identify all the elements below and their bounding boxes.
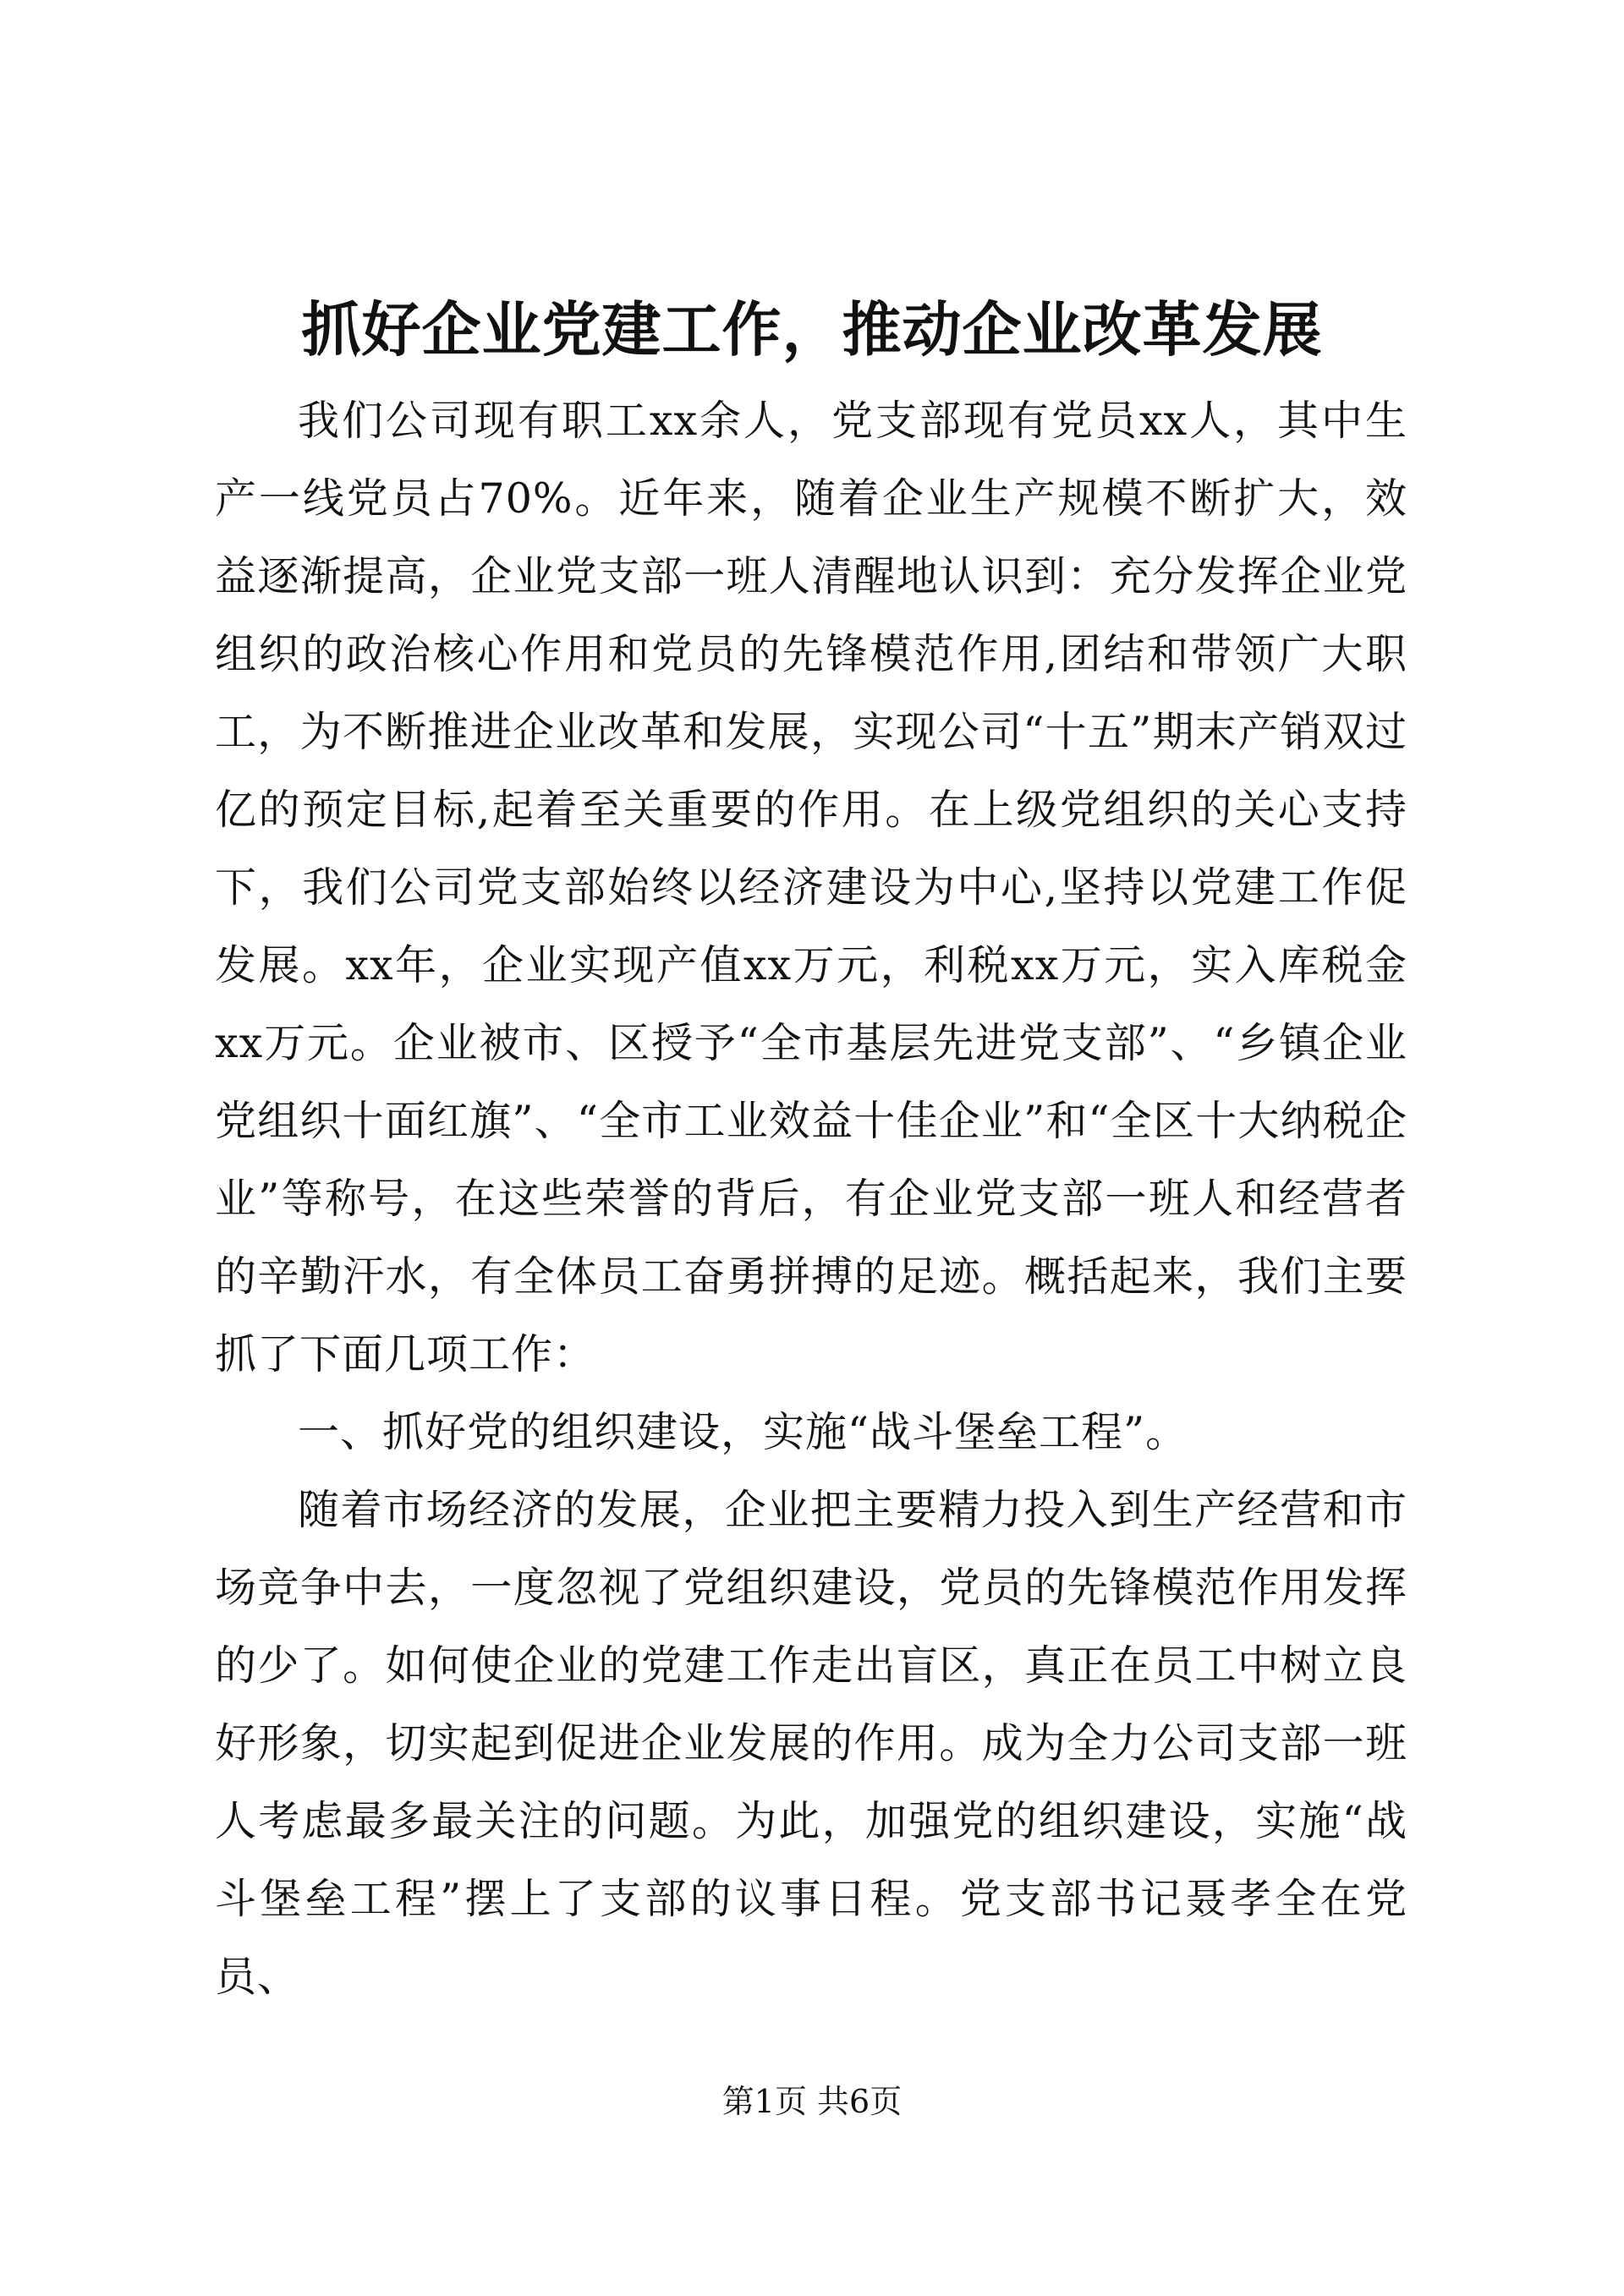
paragraph-section-body: 随着市场经济的发展，企业把主要精力投入到生产经营和市场竞争中去，一度忽视了党组织建设，党员的先锋模范作用发挥的少了。如何使企业的党建工作走出盲区，真正在员工中树立良好形象，切实起到促进企业发展的作用。成为全力公司支部一班人考虑最多最关注的问题。为此，加强党的组织建设，实施“战斗堡垒工程”摆上了支部的议事日程。党支部书记聂孝全在党员、 <box>215 1486 1407 2001</box>
page-footer <box>0 2080 1624 2123</box>
page-total: 共6页 <box>817 2083 903 2120</box>
page-number: 第1页 <box>721 2083 807 2120</box>
paragraph-intro: 我们公司现有职工xx余人，党支部现有党员xx人，其中生产一线党员占70%。近年来，随着企业生产规模不断扩大，效益逐渐提高，企业党支部一班人清醒地认识到：充分发挥企业党组织的政治核心作用和党员的先锋模范作用,团结和带领广大职工，为不断推进企业改革和发展，实现公司“十五”期末产销双过亿的预定目标,起着至关重要的作用。在上级党组织的关心支持下，我们公司党支部始终以经济建设为中心,坚持以党建工作促发展。xx年，企业实现产值xx万元，利税xx万元，实入库税金xx万元。企业被市、区授予“全市基层先进党支部”、“乡镇企业党组织十面红旗”、“全市工业效益十佳企业”和“全区十大纳税企业”等称号，在这些荣誉的背后，有企业党支部一班人和经营者的辛勤汗水，有全体员工奋勇拼搏的足迹。概括起来，我们主要抓了下面几项工作： <box>215 397 1407 1378</box>
paragraph-section-heading: 一、抓好党的组织建设，实施“战斗堡垒工程”。 <box>298 1408 1188 1456</box>
document-body <box>215 382 1407 2016</box>
document-title: 抓好企业党建工作，推动企业改革发展 <box>301 294 1323 364</box>
